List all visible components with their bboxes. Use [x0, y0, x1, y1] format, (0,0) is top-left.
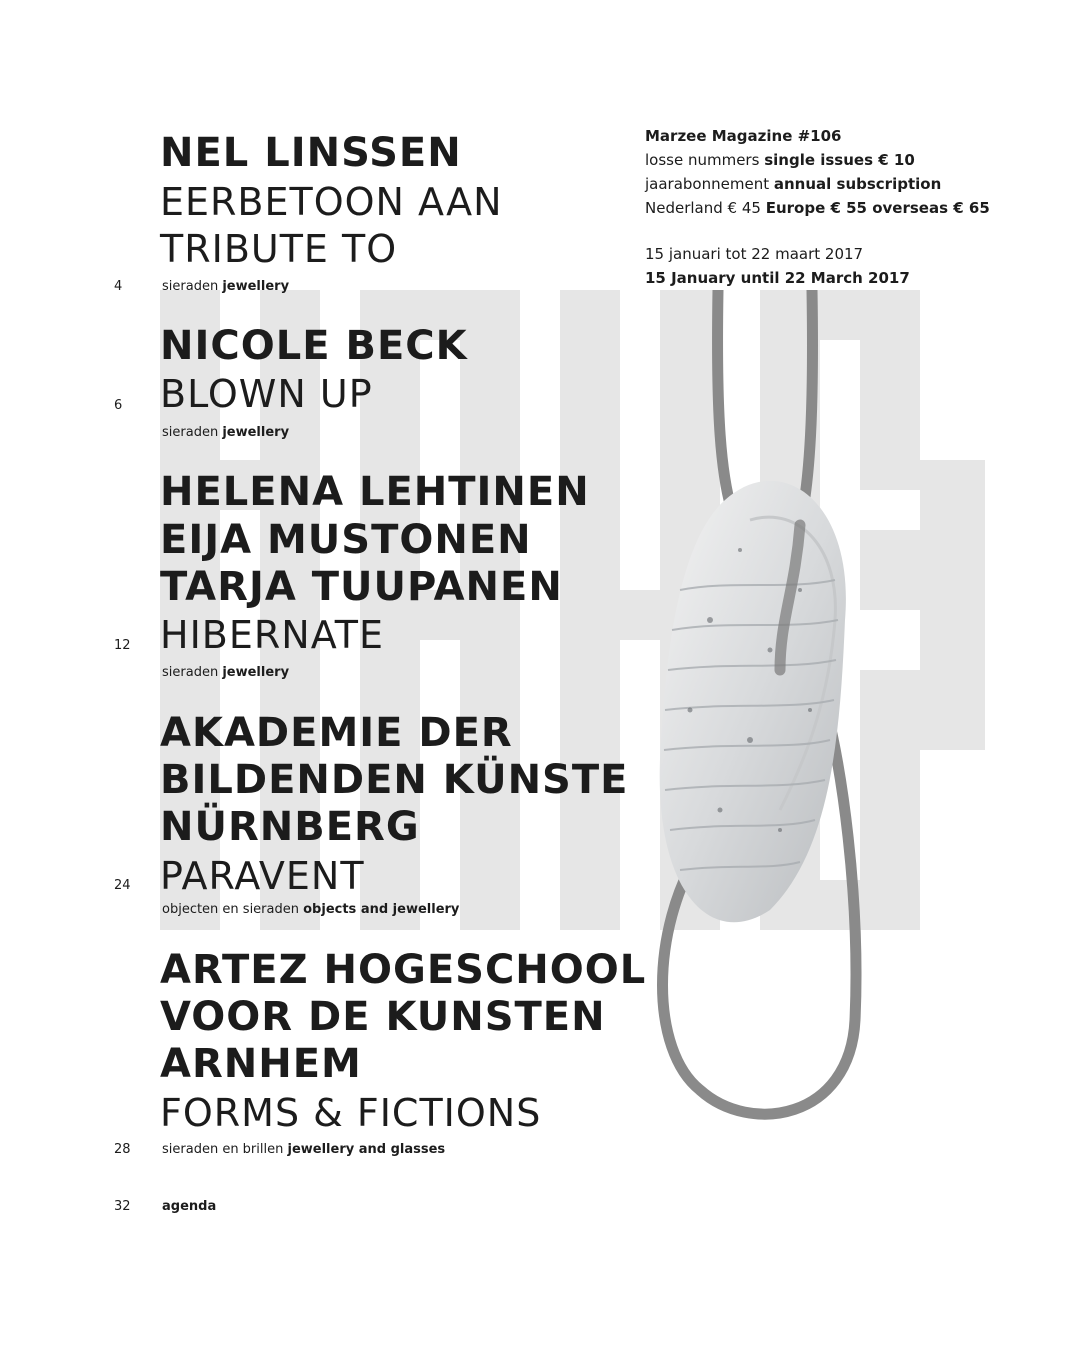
entry-5-name-3: ARNHEM: [160, 1041, 362, 1087]
entry-4-page-number: 24: [114, 878, 131, 893]
entry-4-category: objecten en sieraden objects and jewellery: [162, 902, 460, 917]
entry-5-page-number: 28: [114, 1142, 131, 1157]
subscription-label-nl: jaarabonnement: [645, 175, 770, 193]
entry-2-name-1: NICOLE BECK: [160, 323, 468, 369]
entry-2-page-number: 6: [114, 398, 123, 413]
price-nl: Nederland € 45: [645, 199, 761, 217]
single-issues-label-en: single issues € 10: [764, 151, 915, 169]
entry-1-name-1: NEL LINSSEN: [160, 130, 462, 176]
entry-1-title-1: EERBETOON AAN: [160, 180, 503, 224]
pendant-necklace-image: [630, 290, 880, 1150]
entry-5-name-2: VOOR DE KUNSTEN: [160, 994, 606, 1040]
single-issues-label-nl: losse nummers: [645, 151, 760, 169]
entry-2-title-1: BLOWN UP: [160, 372, 373, 416]
entry-5-category: sieraden en brillen jewellery and glasses: [162, 1142, 446, 1157]
entry-5-title-1: FORMS & FICTIONS: [160, 1091, 542, 1135]
subscription-label-en: annual subscription: [773, 175, 942, 193]
entry-1-title-2: TRIBUTE TO: [160, 227, 398, 271]
entry-1-page-number: 4: [114, 279, 123, 294]
entry-4-name-1: AKADEMIE DER: [160, 710, 513, 756]
price-en: Europe € 55 overseas € 65: [765, 199, 990, 217]
entry-6-category: agenda: [162, 1199, 217, 1214]
entry-1-category: sieraden jewellery: [162, 279, 290, 294]
magazine-title: Marzee Magazine #106: [645, 127, 842, 145]
magazine-info: [645, 124, 990, 290]
entry-3-title-1: HIBERNATE: [160, 613, 384, 657]
entry-3-category: sieraden jewellery: [162, 665, 290, 680]
entry-3-name-2: EIJA MUSTONEN: [160, 517, 532, 563]
entry-2-category: sieraden jewellery: [162, 425, 290, 440]
entry-4-name-3: NÜRNBERG: [160, 804, 420, 850]
entry-6-page-number: 32: [114, 1199, 131, 1214]
entry-3-page-number: 12: [114, 638, 131, 653]
entry-3-name-1: HELENA LEHTINEN: [160, 469, 590, 515]
entry-5-name-1: ARTEZ HOGESCHOOL: [160, 947, 647, 993]
entry-4-title-1: PARAVENT: [160, 854, 365, 898]
entry-3-name-3: TARJA TUUPANEN: [160, 564, 563, 610]
exhibition-dates-en: 15 January until 22 March 2017: [645, 269, 910, 287]
exhibition-dates-nl: 15 januari tot 22 maart 2017: [645, 245, 864, 263]
entry-4-name-2: BILDENDEN KÜNSTE: [160, 757, 629, 803]
